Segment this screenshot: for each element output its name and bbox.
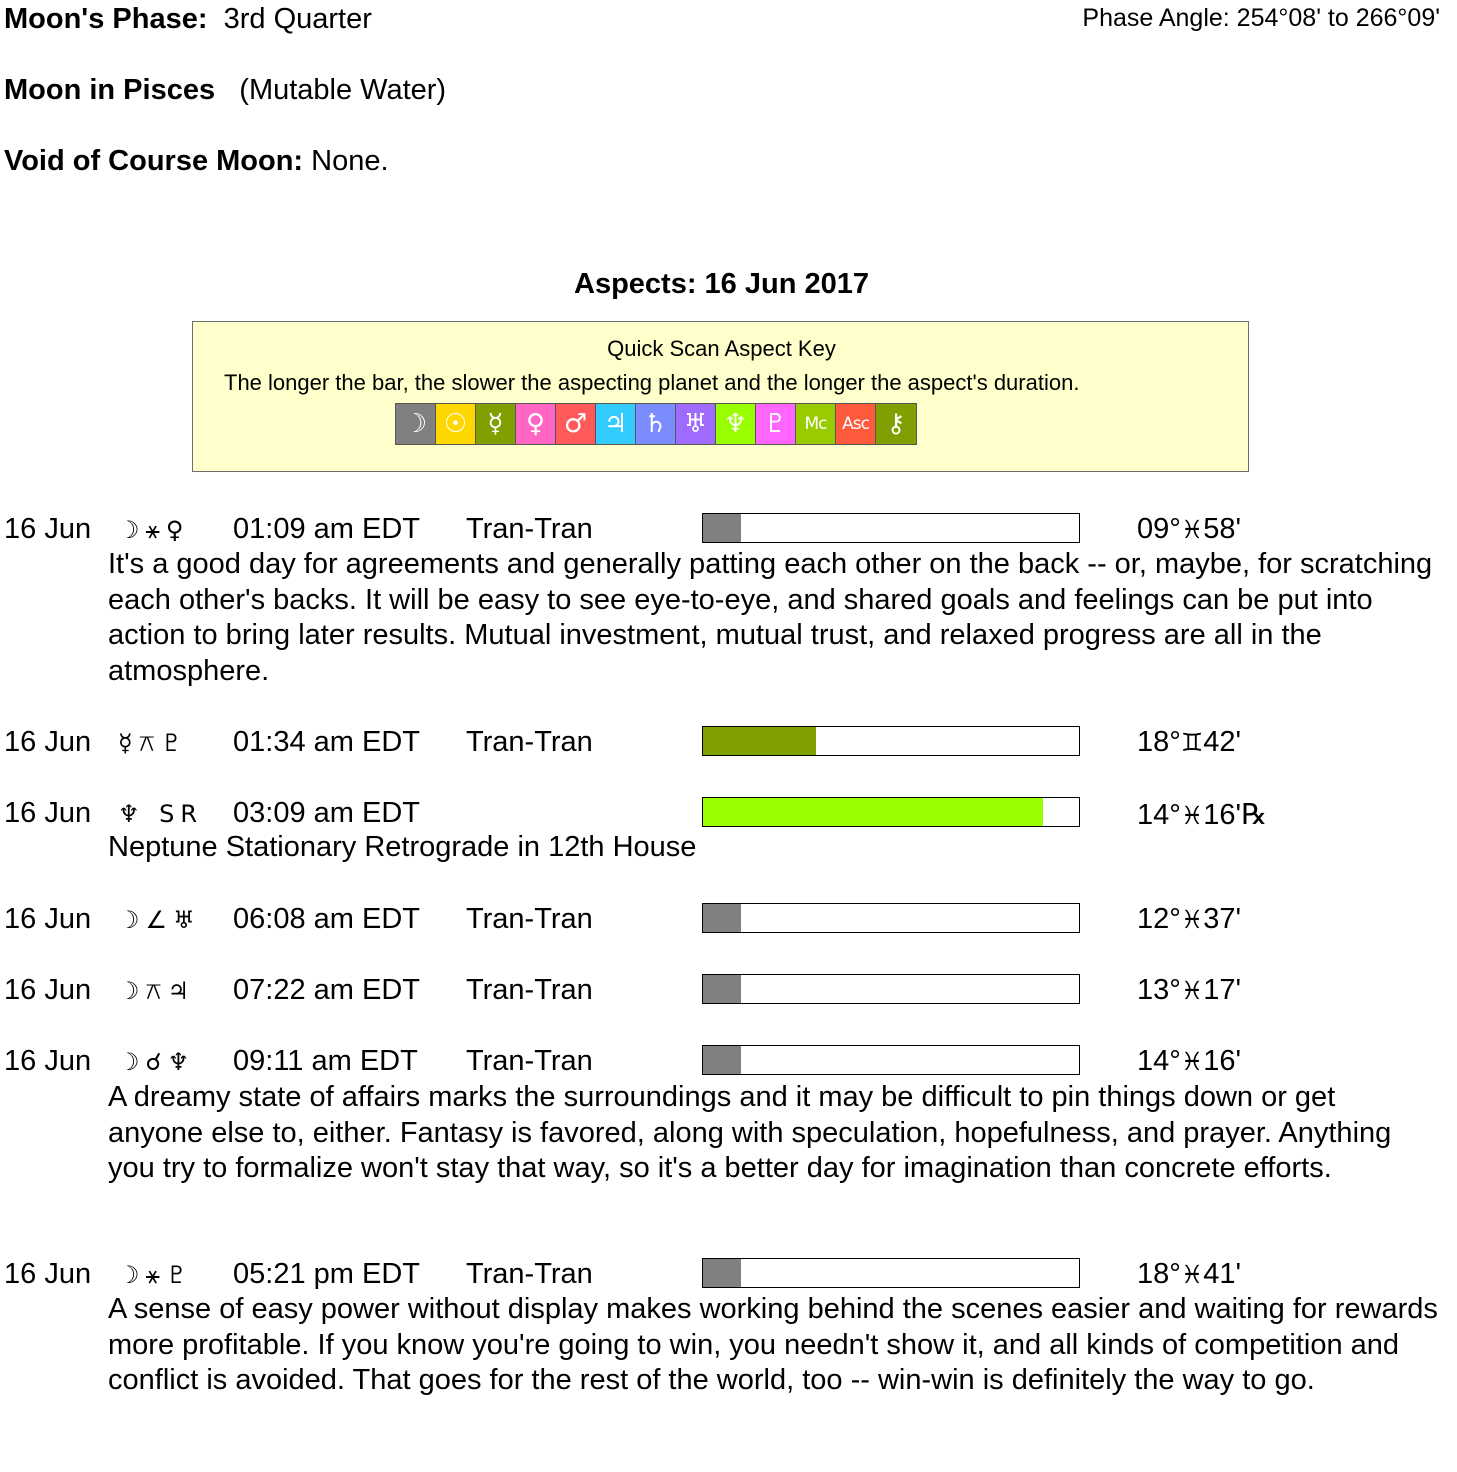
aspect-time: 05:21 pm EDT bbox=[233, 1258, 420, 1290]
aspect-glyphs-icon: ☽☌♆ bbox=[118, 1048, 196, 1076]
aspect-position bbox=[1137, 903, 1241, 936]
aspect-glyphs-icon: ☽⚹♀ bbox=[118, 516, 190, 544]
moon-sign-value: (Mutable Water) bbox=[239, 74, 447, 106]
aspect-glyphs-icon: ♆ SR bbox=[118, 800, 204, 828]
aspect-date: 16 Jun bbox=[4, 903, 92, 935]
duration-bar-fill bbox=[703, 798, 1043, 826]
position-degree: 09° bbox=[1137, 513, 1181, 545]
aspect-glyphs-icon: ☽⚻♃ bbox=[118, 977, 196, 1005]
aspect-type: Tran-Tran bbox=[466, 903, 593, 935]
moon-phase bbox=[4, 3, 372, 36]
saturn-swatch-icon: ♄ bbox=[636, 404, 676, 444]
sun-swatch-icon: ☉ bbox=[436, 404, 476, 444]
aspect-time: 03:09 am EDT bbox=[233, 797, 420, 829]
aspect-type: Tran-Tran bbox=[466, 974, 593, 1006]
position-degree: 14° bbox=[1137, 799, 1181, 831]
moon-phase-label: Moon's Phase: bbox=[4, 3, 208, 35]
duration-bar-fill bbox=[703, 1046, 741, 1074]
planet-color-key bbox=[395, 403, 917, 445]
aspect-description: Neptune Stationary Retrograde in 12th House bbox=[108, 831, 697, 863]
aspect-position bbox=[1137, 797, 1267, 832]
aspect-position bbox=[1137, 513, 1241, 546]
duration-bar bbox=[702, 1045, 1080, 1075]
aspect-date: 16 Jun bbox=[4, 726, 92, 758]
aspect-glyphs-icon: ☿⚻♇ bbox=[118, 729, 189, 757]
position-minute: 17' bbox=[1203, 974, 1242, 1006]
mc-swatch-icon: Mc bbox=[796, 404, 836, 444]
voc-label: Void of Course Moon: bbox=[4, 145, 304, 177]
aspect-time: 06:08 am EDT bbox=[233, 903, 420, 935]
mercury-swatch-icon: ☿ bbox=[476, 404, 516, 444]
position-degree: 18° bbox=[1137, 1258, 1181, 1290]
voc-value: None. bbox=[311, 145, 389, 177]
aspect-glyphs-icon: ☽∠♅ bbox=[118, 906, 201, 934]
moon-phase-value: 3rd Quarter bbox=[223, 3, 372, 35]
position-degree: 18° bbox=[1137, 726, 1181, 758]
jupiter-swatch-icon: ♃ bbox=[596, 404, 636, 444]
duration-bar bbox=[702, 1258, 1080, 1288]
duration-bar bbox=[702, 797, 1080, 827]
position-minute: 16'℞ bbox=[1203, 799, 1268, 831]
aspect-description: A dreamy state of affairs marks the surroundings and it may be difficult to pin things down or get anyone else to, either. Fantasy is favored, along with speculation, hopefulness, and prayer. Anything you try to formalize won't stay that way, so it's a better day for imagination than concrete efforts. bbox=[108, 1081, 1392, 1184]
aspect-position bbox=[1137, 726, 1241, 759]
aspect-key-box bbox=[192, 321, 1249, 472]
aspect-position bbox=[1137, 974, 1241, 1007]
aspect-key-description: The longer the bar, the slower the aspecting planet and the longer the aspect's duration. bbox=[224, 370, 1080, 395]
aspect-type: Tran-Tran bbox=[466, 1045, 593, 1077]
zodiac-sign-icon: ♓ bbox=[1180, 515, 1204, 544]
position-degree: 13° bbox=[1137, 974, 1181, 1006]
duration-bar-fill bbox=[703, 727, 816, 755]
zodiac-sign-icon: ♓ bbox=[1180, 976, 1204, 1005]
aspect-position bbox=[1137, 1258, 1241, 1291]
position-minute: 41' bbox=[1203, 1258, 1242, 1290]
aspect-type: Tran-Tran bbox=[466, 726, 593, 758]
zodiac-sign-icon: ♓ bbox=[1180, 1047, 1204, 1076]
moon-swatch-icon: ☽ bbox=[396, 404, 436, 444]
aspect-row bbox=[0, 974, 1457, 1014]
aspect-position bbox=[1137, 1045, 1241, 1078]
position-degree: 14° bbox=[1137, 1045, 1181, 1077]
duration-bar bbox=[702, 513, 1080, 543]
moon-sign bbox=[4, 74, 446, 107]
aspect-date: 16 Jun bbox=[4, 797, 92, 829]
zodiac-sign-icon: ♊ bbox=[1180, 728, 1204, 757]
position-minute: 37' bbox=[1203, 903, 1242, 935]
aspect-description: It's a good day for agreements and generally patting each other on the back -- or, maybe, for scratching each other's backs. It will be easy to see eye-to-eye, and shared goals and feelings can be put into action to bring later results. Mutual investment, mutual trust, and relaxed progress are all in the atmosphere. bbox=[108, 548, 1433, 687]
aspect-date: 16 Jun bbox=[4, 1045, 92, 1077]
zodiac-sign-icon: ♓ bbox=[1180, 905, 1204, 934]
aspect-glyphs-icon: ☽⚹♇ bbox=[118, 1261, 194, 1289]
chiron-swatch-icon: ⚷ bbox=[876, 404, 916, 444]
aspect-time: 07:22 am EDT bbox=[233, 974, 420, 1006]
void-of-course bbox=[4, 145, 389, 178]
duration-bar bbox=[702, 726, 1080, 756]
aspect-row bbox=[0, 726, 1457, 766]
neptune-swatch-icon: ♆ bbox=[716, 404, 756, 444]
moon-sign-label: Moon in Pisces bbox=[4, 74, 216, 106]
position-degree: 12° bbox=[1137, 903, 1181, 935]
aspect-date: 16 Jun bbox=[4, 513, 92, 545]
zodiac-sign-icon: ♓ bbox=[1180, 801, 1204, 830]
aspect-type: Tran-Tran bbox=[466, 513, 593, 545]
aspect-type: Tran-Tran bbox=[466, 1258, 593, 1290]
aspect-key-title: Quick Scan Aspect Key bbox=[607, 336, 836, 361]
duration-bar-fill bbox=[703, 975, 741, 1003]
zodiac-sign-icon: ♓ bbox=[1180, 1260, 1204, 1289]
position-minute: 16' bbox=[1203, 1045, 1242, 1077]
duration-bar-fill bbox=[703, 514, 741, 542]
duration-bar-fill bbox=[703, 1259, 741, 1287]
aspect-row bbox=[0, 903, 1457, 943]
venus-swatch-icon: ♀ bbox=[516, 404, 556, 444]
pluto-swatch-icon: ♇ bbox=[756, 404, 796, 444]
phase-angle: Phase Angle: 254°08' to 266°09' bbox=[1082, 4, 1440, 32]
duration-bar bbox=[702, 974, 1080, 1004]
mars-swatch-icon: ♂ bbox=[556, 404, 596, 444]
duration-bar bbox=[702, 903, 1080, 933]
position-minute: 58' bbox=[1203, 513, 1242, 545]
asc-swatch-icon: Asc bbox=[836, 404, 876, 444]
aspect-time: 01:09 am EDT bbox=[233, 513, 420, 545]
aspect-date: 16 Jun bbox=[4, 974, 92, 1006]
aspect-row bbox=[0, 1045, 1457, 1085]
aspect-description: A sense of easy power without display makes working behind the scenes easier and waiting for rewards more profitable. If you know you're going to win, you needn't show it, and all kinds of competition and conflict is avoided. That goes for the rest of the world, too -- win-win is definitely the way to go. bbox=[108, 1293, 1438, 1396]
uranus-swatch-icon: ♅ bbox=[676, 404, 716, 444]
aspects-title: Aspects: 16 Jun 2017 bbox=[574, 268, 869, 300]
aspect-time: 01:34 am EDT bbox=[233, 726, 420, 758]
aspect-time: 09:11 am EDT bbox=[233, 1045, 418, 1077]
aspect-date: 16 Jun bbox=[4, 1258, 92, 1290]
duration-bar-fill bbox=[703, 904, 741, 932]
position-minute: 42' bbox=[1203, 726, 1242, 758]
